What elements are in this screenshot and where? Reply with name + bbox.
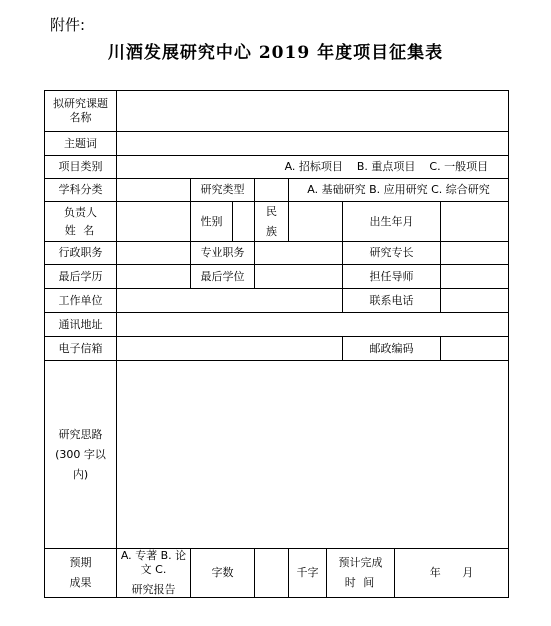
expected-label-line2: 成果 — [69, 576, 92, 589]
email-label: 电子信箱 — [45, 337, 117, 361]
education-field[interactable] — [117, 265, 191, 289]
ethnicity-field[interactable] — [289, 202, 343, 242]
row-email — [45, 337, 509, 361]
idea-label — [45, 361, 117, 549]
finish-time-field[interactable]: 年 月 — [395, 549, 509, 598]
result-options-line2: 研究报告 — [131, 583, 176, 596]
birth-label: 出生年月 — [343, 202, 441, 242]
idea-label-line3: 内) — [72, 467, 89, 481]
result-options[interactable] — [117, 549, 191, 598]
discipline-label: 学科分类 — [45, 179, 117, 202]
research-type-field[interactable] — [255, 179, 289, 202]
row-keywords — [45, 132, 509, 156]
page-title: 川酒发展研究中心 2019 年度项目征集表 — [107, 43, 444, 63]
project-type-label: 项目类别 — [45, 156, 117, 179]
address-field[interactable] — [117, 313, 509, 337]
row-posts — [45, 242, 509, 265]
specialty-label: 研究专长 — [343, 242, 441, 265]
phone-field[interactable] — [441, 289, 509, 313]
topic-label-text: 拟研究课题名称 — [53, 97, 108, 124]
finish-time-label-line2: 时 间 — [344, 576, 377, 589]
gender-field[interactable] — [233, 202, 255, 242]
phone-label: 联系电话 — [343, 289, 441, 313]
education-label: 最后学历 — [45, 265, 117, 289]
leader-label-line2: 姓 名 — [64, 223, 97, 237]
prof-post-label: 专业职务 — [191, 242, 255, 265]
row-education — [45, 265, 509, 289]
topic-field[interactable] — [117, 91, 509, 132]
degree-label: 最后学位 — [191, 265, 255, 289]
gender-label: 性别 — [191, 202, 233, 242]
result-options-line1: A. 专著 B. 论文 C. — [120, 549, 187, 576]
specialty-field[interactable] — [441, 242, 509, 265]
admin-post-label: 行政职务 — [45, 242, 117, 265]
leader-name-field[interactable] — [117, 202, 191, 242]
prof-post-field[interactable] — [255, 242, 343, 265]
expected-label — [45, 549, 117, 598]
word-count-field[interactable] — [255, 549, 289, 598]
leader-label-line1: 负责人 — [64, 205, 97, 219]
idea-field[interactable] — [117, 361, 509, 549]
row-expected-results — [45, 549, 509, 598]
finish-time-label — [327, 549, 395, 598]
research-type-label: 研究类型 — [191, 179, 255, 202]
row-topic — [45, 91, 509, 132]
postcode-field[interactable] — [441, 337, 509, 361]
row-discipline — [45, 179, 509, 202]
birth-field[interactable] — [441, 202, 509, 242]
row-research-idea — [45, 361, 509, 549]
project-form-table — [44, 90, 509, 598]
keywords-field[interactable] — [117, 132, 509, 156]
word-count-label: 字数 — [191, 549, 255, 598]
annex-label: 附件: — [50, 16, 86, 34]
row-project-type — [45, 156, 509, 179]
thousand-words-label: 千字 — [289, 549, 327, 598]
admin-post-field[interactable] — [117, 242, 191, 265]
research-type-options[interactable]: A. 基础研究 B. 应用研究 C. 综合研究 — [289, 179, 509, 202]
address-label: 通讯地址 — [45, 313, 117, 337]
idea-label-line1: 研究思路 — [58, 427, 103, 441]
topic-label — [45, 91, 117, 132]
ethnicity-label-line2: 族 — [266, 224, 277, 238]
row-workplace — [45, 289, 509, 313]
supervisor-label: 担任导师 — [343, 265, 441, 289]
row-address — [45, 313, 509, 337]
ethnicity-label-line1: 民 — [266, 204, 277, 218]
ethnicity-label — [255, 202, 289, 242]
expected-label-line1: 预期 — [69, 556, 92, 569]
discipline-field[interactable] — [117, 179, 191, 202]
idea-label-line2: (300 字以 — [55, 447, 106, 461]
postcode-label: 邮政编码 — [343, 337, 441, 361]
finish-time-label-line1: 预计完成 — [338, 556, 383, 569]
supervisor-field[interactable] — [441, 265, 509, 289]
leader-label — [45, 202, 117, 242]
workplace-label: 工作单位 — [45, 289, 117, 313]
row-leader — [45, 202, 509, 242]
degree-field[interactable] — [255, 265, 343, 289]
workplace-field[interactable] — [117, 289, 343, 313]
email-field[interactable] — [117, 337, 343, 361]
keywords-label: 主题词 — [45, 132, 117, 156]
project-type-options[interactable]: A. 招标项目 B. 重点项目 C. 一般项目 — [117, 156, 509, 179]
